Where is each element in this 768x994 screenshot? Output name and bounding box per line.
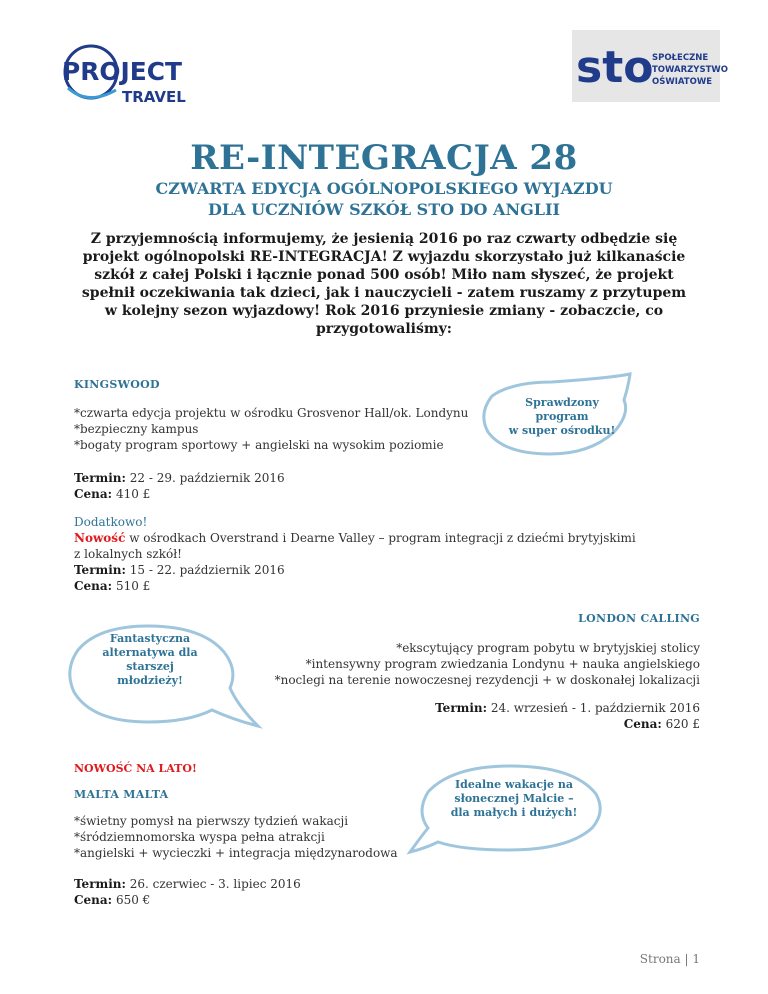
project-travel-logo-line1: PROJECT: [62, 57, 182, 86]
malta-term-label: Termin:: [74, 877, 126, 891]
project-travel-logo-line2: TRAVEL: [122, 88, 186, 106]
malta-term-value: 26. czerwiec - 3. lipiec 2016: [125, 877, 301, 891]
extra-heading: Dodatkowo!: [74, 515, 148, 529]
malta-heading: MALTA MALTA: [74, 788, 169, 801]
malta-term: [74, 876, 301, 892]
london-term: [435, 700, 700, 716]
london-term-label: Termin:: [435, 701, 488, 715]
kingswood-term-label: Termin:: [74, 471, 126, 485]
sto-logo-line3: OŚWIATOWE: [652, 77, 713, 87]
extra-new-text-2: z lokalnych szkół!: [74, 547, 182, 561]
extra-new-line: [74, 530, 714, 546]
london-price-value: 620 £: [661, 717, 700, 731]
malta-price-label: Cena:: [74, 893, 113, 907]
sto-logo-line2: TOWARZYSTWO: [652, 65, 728, 75]
malta-speech-bubble: [398, 758, 614, 858]
kingswood-price: [74, 486, 150, 502]
london-bullet-3: *noclegi na terenie nowoczesnej rezydencji + w doskonałej lokalizacji: [274, 673, 700, 687]
london-bubble-line-4: młodzieży!: [117, 674, 183, 687]
malta-bullet-2: *śródziemnomorska wyspa pełna atrakcji: [74, 830, 325, 844]
malta-bullet-3: *angielski + wycieczki + integracja międzynarodowa: [74, 846, 398, 860]
malta-price: [74, 892, 301, 908]
project-travel-logo: [58, 40, 188, 112]
london-price: [435, 716, 700, 732]
malta-bubble-line-3: dla małych i dużych!: [450, 806, 578, 819]
london-bullet-2: *intensywny program zwiedzania Londynu + nauka angielskiego: [305, 657, 700, 671]
kingswood-bubble-line-3: w super ośrodku!: [508, 424, 616, 437]
extra-term: [74, 562, 714, 578]
london-bubble-line-2: alternatywa dla: [102, 646, 198, 659]
kingswood-bullets: [74, 405, 494, 453]
kingswood-bubble-line-1: Sprawdzony: [525, 396, 599, 409]
malta-bubble-line-1: Idealne wakacje na: [455, 778, 573, 791]
malta-term-price: [74, 876, 301, 908]
kingswood-bullet-1: *czwarta edycja projektu w ośrodku Grosvenor Hall/ok. Londynu: [74, 406, 469, 420]
london-term-price: [435, 700, 700, 732]
subtitle-line-2: DLA UCZNIÓW SZKÓŁ STO DO ANGLII: [208, 200, 560, 219]
malta-price-value: 650 €: [112, 893, 151, 907]
extra-price-value: 510 £: [112, 579, 151, 593]
extra-term-label: Termin:: [74, 563, 126, 577]
london-bubble-line-1: Fantastyczna: [109, 632, 191, 645]
london-heading: LONDON CALLING: [578, 612, 700, 625]
footer-page-number: 1: [692, 952, 700, 966]
page-title: RE-INTEGRACJA 28: [190, 138, 578, 178]
extra-new-text: w ośrodkach Overstrand i Dearne Valley – program integracji z dziećmi brytyjskimi: [125, 531, 636, 545]
london-bullets: [220, 640, 700, 688]
extra-price: [74, 578, 714, 594]
kingswood-price-value: 410 £: [112, 487, 151, 501]
subtitle-line-1: CZWARTA EDYCJA OGÓLNOPOLSKIEGO WYJAZDU: [155, 179, 613, 198]
footer-separator: |: [680, 952, 693, 966]
sto-logo-mark: sto: [576, 42, 654, 93]
kingswood-speech-bubble: [478, 372, 638, 468]
kingswood-bubble-line-2: program: [535, 410, 589, 423]
extra-term-value: 15 - 22. październik 2016: [125, 563, 285, 577]
page-subtitle: [0, 178, 768, 220]
extra-price-label: Cena:: [74, 579, 113, 593]
sto-logo-line1: SPOŁECZNE: [652, 53, 709, 63]
london-term-value: 24. wrzesień - 1. październik 2016: [487, 701, 700, 715]
kingswood-bullet-2: *bezpieczny kampus: [74, 422, 199, 436]
kingswood-term: [74, 470, 285, 486]
malta-new-heading: NOWOŚĆ NA LATO!: [74, 762, 197, 775]
malta-bullets: [74, 813, 414, 861]
kingswood-bullet-3: *bogaty program sportowy + angielski na wysokim poziomie: [74, 438, 444, 452]
page-footer: [640, 952, 700, 966]
kingswood-extra: [74, 514, 714, 594]
london-bubble-line-3: starszej: [126, 660, 174, 673]
kingswood-heading: KINGSWOOD: [74, 378, 160, 391]
london-price-label: Cena:: [623, 717, 662, 731]
footer-page-label: Strona: [639, 952, 681, 966]
kingswood-term-value: 22 - 29. październik 2016: [125, 471, 285, 485]
malta-bubble-line-2: słonecznej Malcie –: [454, 792, 574, 805]
sto-logo: [572, 30, 728, 102]
malta-bullet-1: *świetny pomysł na pierwszy tydzień wakacji: [74, 814, 349, 828]
new-label: Nowość: [74, 531, 126, 545]
kingswood-price-label: Cena:: [74, 487, 113, 501]
london-bullet-1: *ekscytujący program pobytu w brytyjskiej stolicy: [396, 641, 700, 655]
intro-paragraph: Z przyjemnością informujemy, że jesienią 2016 po raz czwarty odbędzie się projekt ogólnopolski RE-INTEGRACJA! Z wyjazdu skorzystało już kilkanaście szkół z całej Polski i łącznie ponad 500 osób! Miło nam słyszeć, że projekt spełnił oczekiwania tak dzieci, jak i nauczycieli - zatem ruszamy z przytupem w kolejny sezon wyjazdowy! Rok 2016 przyniesie zmiany - zobaczcie, co przygotowaliśmy:: [81, 231, 687, 337]
